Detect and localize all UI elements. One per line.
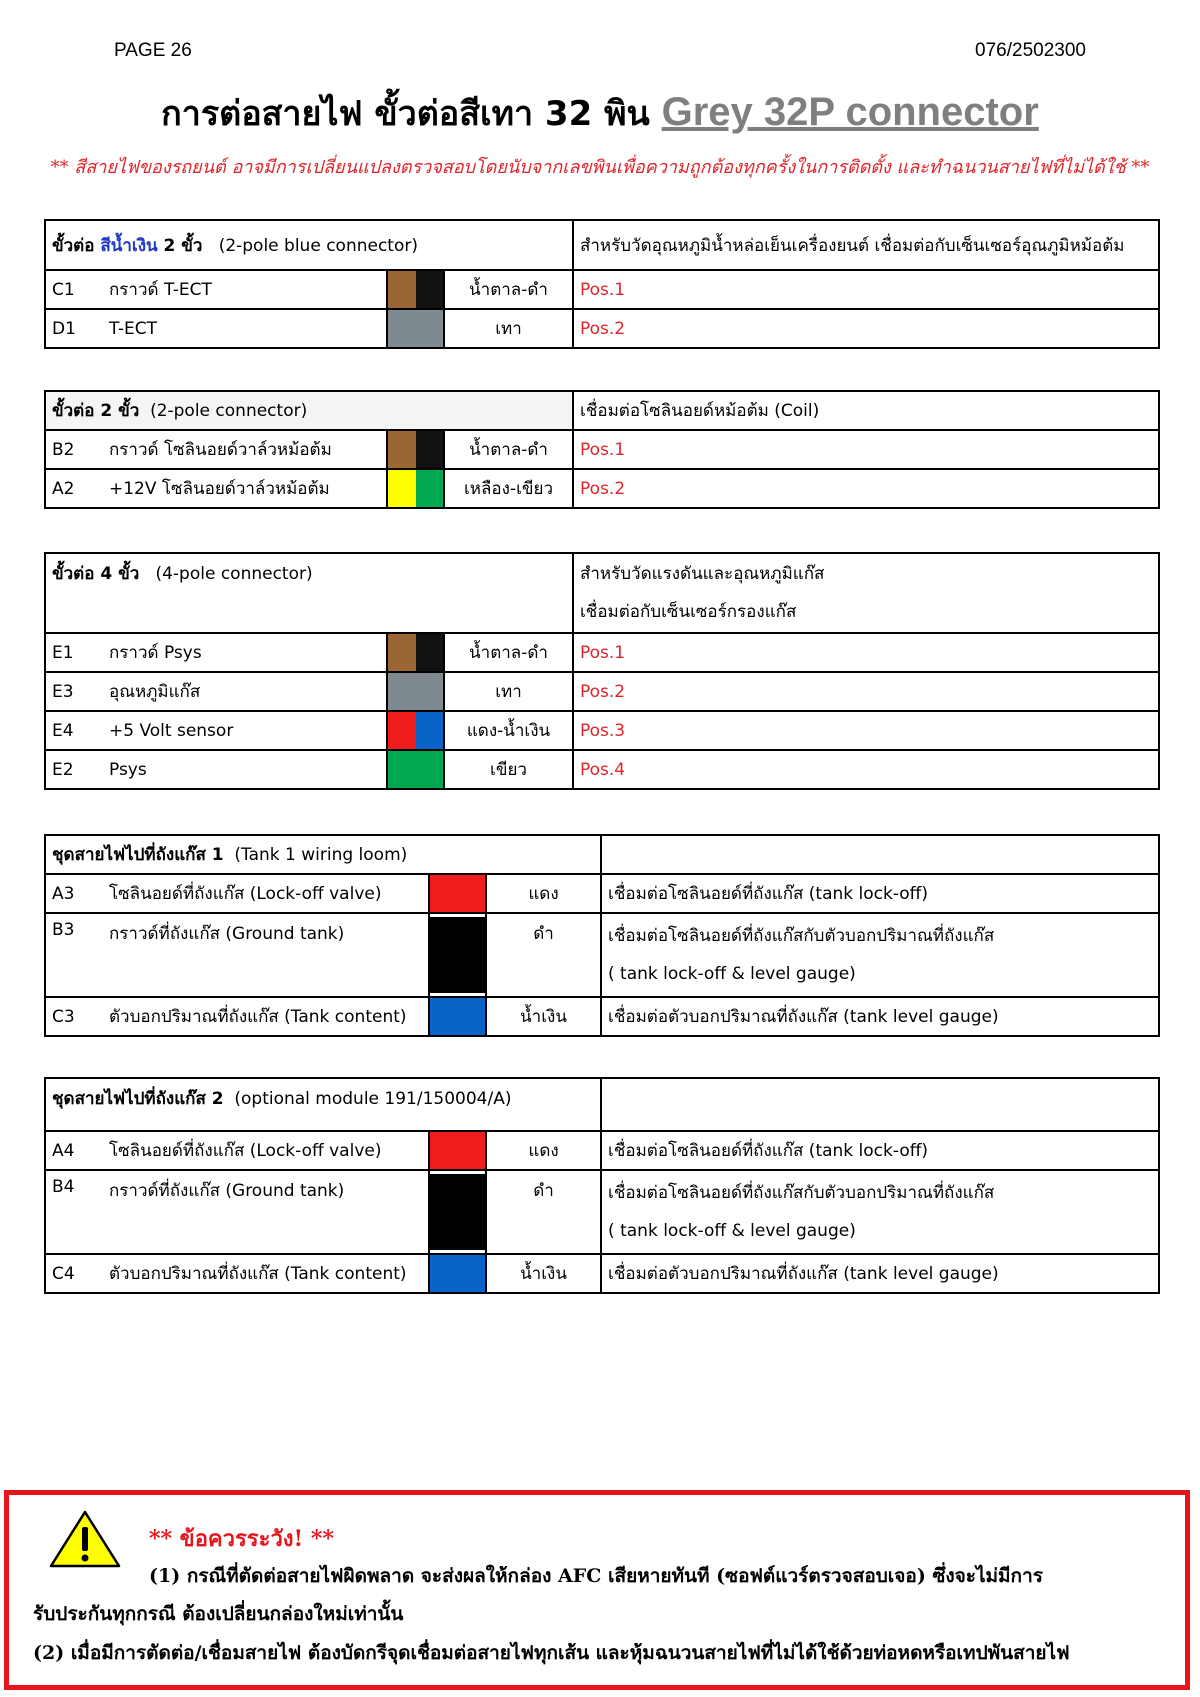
wire-color-swatch xyxy=(429,1254,486,1293)
wire-color-segment xyxy=(388,751,443,788)
title-english: Grey 32P connector xyxy=(661,90,1039,134)
wire-color-segment xyxy=(388,271,416,308)
wire-color-swatch xyxy=(387,711,444,750)
table-row: E4 +5 Volt sensor แดง-น้ำเงิน Pos.3 xyxy=(45,711,1159,750)
wire-color-swatch xyxy=(429,1131,486,1170)
table-row: C3 ตัวบอกปริมาณที่ถังแก๊ส (Tank content) น้ำเงิน เชื่อมต่อตัวบอกปริมาณที่ถังแก๊ส (tank level gauge) xyxy=(45,997,1159,1036)
wire-color-swatch xyxy=(387,469,444,508)
table-header: ชุดสายไฟไปที่ถังแก๊ส 1 (Tank 1 wiring loom) xyxy=(45,835,601,874)
wire-color-segment xyxy=(430,1255,485,1292)
wire-color-segment xyxy=(388,673,443,710)
wire-color-swatch xyxy=(387,309,444,348)
table-header-info: สำหรับวัดแรงดันและอุณหภูมิแก๊ส เชื่อมต่อกับเซ็นเซอร์กรองแก๊ส xyxy=(573,553,1159,633)
blue-connector-table xyxy=(44,219,1160,349)
page-number: PAGE 26 xyxy=(114,40,192,61)
table-row: A3 โซลินอยด์ที่ถังแก๊ส (Lock-off valve) แดง เชื่อมต่อโซลินอยด์ที่ถังแก๊ส (tank lock-off) xyxy=(45,874,1159,913)
table-header: ขั้วต่อ 4 ขั้ว (4-pole connector) xyxy=(45,553,573,633)
wire-color-segment xyxy=(416,271,444,308)
table-row: A2 +12V โซลินอยด์วาล์วหม้อต้ม เหลือง-เขียว Pos.2 xyxy=(45,469,1159,508)
wire-color-segment xyxy=(430,875,485,912)
table-header: ขั้วต่อ สีน้ำเงิน 2 ขั้ว (2-pole blue connector) xyxy=(45,220,573,270)
warning-triangle-icon xyxy=(49,1509,121,1573)
wire-color-segment xyxy=(416,634,444,671)
four-pole-connector-table xyxy=(44,552,1160,790)
table-header-info: เชื่อมต่อโซลินอยด์หม้อต้ม (Coil) xyxy=(573,391,1159,430)
wire-color-segment xyxy=(430,917,485,993)
wire-color-swatch xyxy=(387,430,444,469)
caution-title: ** ข้อควรระวัง! ** xyxy=(149,1526,334,1552)
wire-color-segment xyxy=(430,1174,485,1250)
two-pole-connector-table xyxy=(44,390,1160,509)
caution-box xyxy=(4,1490,1190,1690)
table-header-info: สำหรับวัดอุณหภูมิน้ำหล่อเย็นเครื่องยนต์ เชื่อมต่อกับเซ็นเซอร์อุณภูมิหม้อต้ม xyxy=(573,220,1159,270)
table-row: C4 ตัวบอกปริมาณที่ถังแก๊ส (Tank content) น้ำเงิน เชื่อมต่อตัวบอกปริมาณที่ถังแก๊ส (tank level gauge) xyxy=(45,1254,1159,1293)
table-row: C1 กราวด์ T-ECT น้ำตาล-ดำ Pos.1 xyxy=(45,270,1159,309)
wire-color-segment xyxy=(416,431,444,468)
wire-color-segment xyxy=(388,712,416,749)
table-header: ขั้วต่อ 2 ขั้ว (2-pole connector) xyxy=(45,391,573,430)
wire-color-segment xyxy=(430,998,485,1035)
wire-color-segment xyxy=(388,310,443,347)
page-title xyxy=(0,86,1200,140)
table-row: B2 กราวด์ โซลินอยด์วาล์วหม้อต้ม น้ำตาล-ดำ Pos.1 xyxy=(45,430,1159,469)
tank1-wiring-table xyxy=(44,834,1160,1037)
wire-color-swatch xyxy=(429,1170,486,1254)
caution-line-1: (1) กรณีที่ตัดต่อสายไฟผิดพลาด จะส่งผลให้กล่อง AFC เสียหายทันที (ซอฟต์แวร์ตรวจสอบเจอ) ซึ่งจะไม่มีการ xyxy=(149,1565,1043,1587)
table-row: B4 กราวด์ที่ถังแก๊ส (Ground tank) ดำ เชื่อมต่อโซลินอยด์ที่ถังแก๊สกับตัวบอกปริมาณที่ถังแก๊ส ( tank lock-off & level gauge) xyxy=(45,1170,1159,1254)
wire-color-segment xyxy=(388,470,416,507)
wire-color-note: ** สีสายไฟของรถยนต์ อาจมีการเปลี่ยนแปลงตรวจสอบโดยนับจากเลขพินเพื่อความถูกต้องทุกครั้งในการติดตั้ง และทำฉนวนสายไฟที่ไม่ได้ใช้ ** xyxy=(50,157,1150,178)
caution-line-2: รับประกันทุกกรณี ต้องเปลี่ยนกล่องใหม่เท่านั้น xyxy=(33,1603,404,1625)
wire-color-swatch xyxy=(429,913,486,997)
wire-color-swatch xyxy=(387,633,444,672)
table-row: E1 กราวด์ Psys น้ำตาล-ดำ Pos.1 xyxy=(45,633,1159,672)
tank2-wiring-table xyxy=(44,1077,1160,1294)
wire-color-swatch xyxy=(429,874,486,913)
wire-color-swatch xyxy=(387,750,444,789)
wire-color-swatch xyxy=(429,997,486,1036)
wire-color-segment xyxy=(416,470,444,507)
phone-number: 076/2502300 xyxy=(975,40,1086,61)
table-row: D1 T-ECT เทา Pos.2 xyxy=(45,309,1159,348)
wire-color-segment xyxy=(388,634,416,671)
table-row: B3 กราวด์ที่ถังแก๊ส (Ground tank) ดำ เชื่อมต่อโซลินอยด์ที่ถังแก๊สกับตัวบอกปริมาณที่ถังแก๊ส ( tank lock-off & level gauge) xyxy=(45,913,1159,997)
wire-color-segment xyxy=(388,431,416,468)
table-row: A4 โซลินอยด์ที่ถังแก๊ส (Lock-off valve) แดง เชื่อมต่อโซลินอยด์ที่ถังแก๊ส (tank lock-off) xyxy=(45,1131,1159,1170)
wire-color-segment xyxy=(416,712,444,749)
wire-color-swatch xyxy=(387,270,444,309)
table-header: ชุดสายไฟไปที่ถังแก๊ส 2 (optional module 191/150004/A) xyxy=(45,1078,601,1131)
wire-color-segment xyxy=(430,1132,485,1169)
wire-color-swatch xyxy=(387,672,444,711)
caution-line-3: (2) เมื่อมีการตัดต่อ/เชื่อมสายไฟ ต้องบัดกรีจุดเชื่อมต่อสายไฟทุกเส้น และหุ้มฉนวนสายไฟที่ไม่ได้ใช้ด้วยท่อหดหรือเทปพันสายไฟ xyxy=(33,1642,1070,1664)
title-thai: การต่อสายไฟ ขั้วต่อสีเทา 32 พิน xyxy=(161,94,650,134)
table-row: E3 อุณหภูมิแก๊ส เทา Pos.2 xyxy=(45,672,1159,711)
table-row: E2 Psys เขียว Pos.4 xyxy=(45,750,1159,789)
